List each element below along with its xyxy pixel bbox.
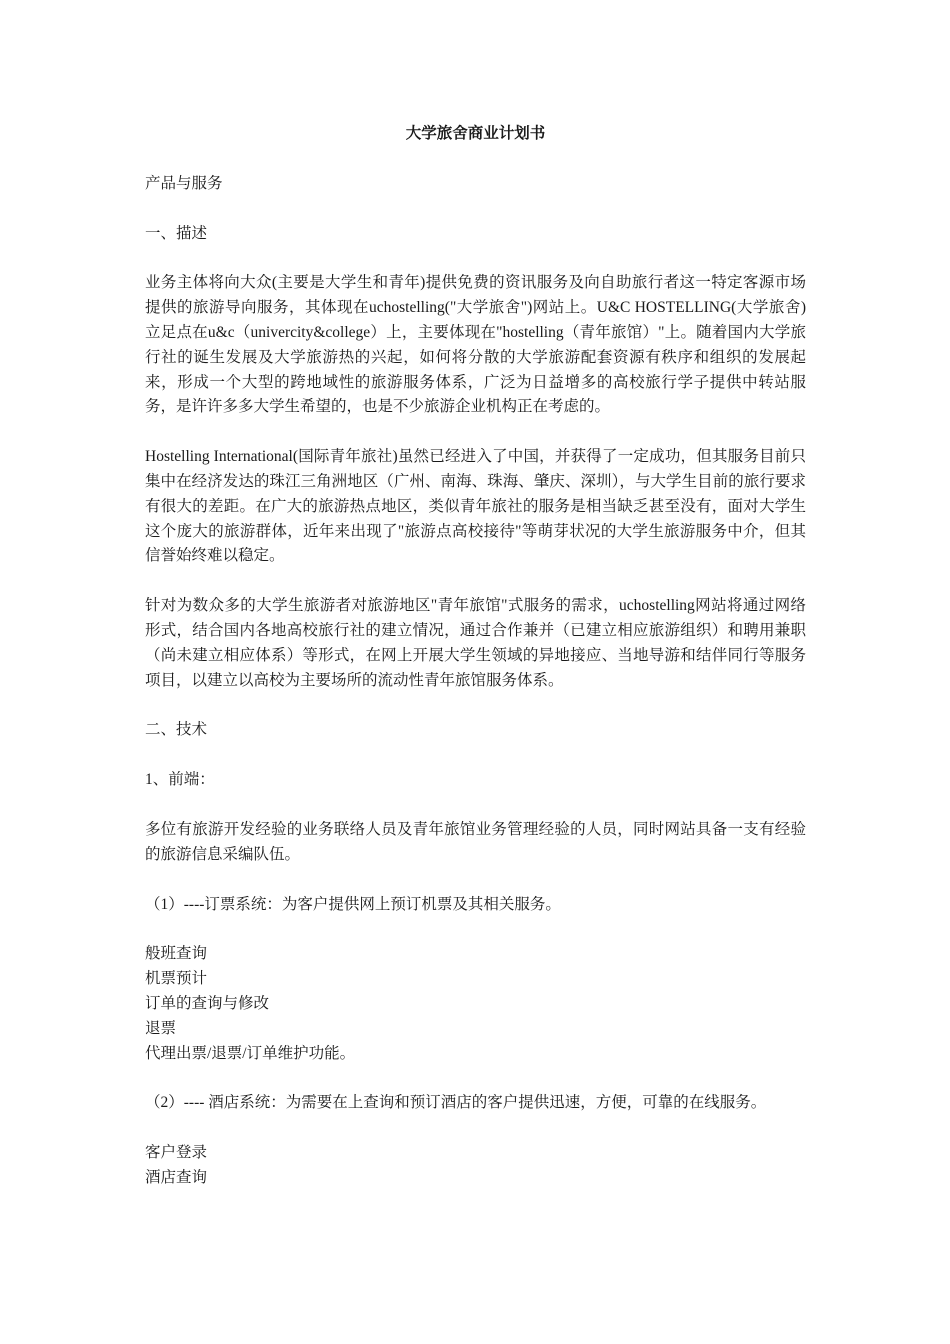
ticket-system-heading: （1）----订票系统：为客户提供网上预订机票及其相关服务。	[145, 895, 561, 913]
hotel-system-heading: （2）---- 酒店系统：为需要在上查询和预订酒店的客户提供迅速，方便，可靠的在线服务。	[145, 1094, 767, 1112]
ticket-system-list	[145, 942, 806, 1066]
list-item: 客户登录	[145, 1144, 208, 1162]
frontend-heading: 1、前端：	[145, 771, 215, 789]
technology-heading: 二、技术	[145, 721, 208, 739]
description-paragraph-1: 业务主体将向大众(主要是大学生和青年)提供免费的资讯服务及向自助旅行者这一特定客源市场提供的旅游导向服务，其体现在uchostelling("大学旅舍")网站上。U&C HOSTELLING(大学旅舍)立足点在u&c（univercity&college）上，主要体现在"hostelling（青年旅馆）"上。随着国内大学旅行社的诞生发展及大学旅游热的兴起，如何将分散的大学旅游配套资源有秩序和组织的发展起来，形成一个大型的跨地域性的旅游服务体系，广泛为日益增多的高校旅行学子提供中转站服务，是许许多多大学生希望的，也是不少旅游企业机构正在考虑的。	[145, 274, 806, 416]
section-products-heading: 产品与服务	[145, 174, 223, 192]
list-item: 般班查询	[145, 945, 208, 963]
document-body	[145, 122, 806, 1191]
list-item: 代理出票/退票/订单维护功能。	[145, 1044, 356, 1062]
description-heading: 一、描述	[145, 224, 208, 242]
description-paragraph-2: Hostelling International(国际青年旅社)虽然已经进入了中国，并获得了一定成功，但其服务目前只集中在经济发达的珠江三角洲地区（广州、南海、珠海、肇庆、深圳），与大学生目前的旅行要求有很大的差距。在广大的旅游热点地区，类似青年旅社的服务是相当缺乏甚至没有，面对大学生这个庞大的旅游群体，近年来出现了"旅游点高校接待"等萌芽状况的大学生旅游服务中介，但其信誉始终难以稳定。	[145, 448, 806, 565]
list-item: 酒店查询	[145, 1168, 208, 1186]
list-item: 退票	[145, 1019, 177, 1037]
list-item: 机票预计	[145, 970, 208, 988]
description-paragraph-3: 针对为数众多的大学生旅游者对旅游地区"青年旅馆"式服务的需求，uchostelling网站将通过网络形式，结合国内各地高校旅行社的建立情况，通过合作兼并（已建立相应旅游组织）和聘用兼职（尚未建立相应体系）等形式，在网上开展大学生领域的异地接应、当地导游和结伴同行等服务项目，以建立以高校为主要场所的流动性青年旅馆服务体系。	[145, 597, 806, 689]
list-item: 订单的查询与修改	[145, 994, 270, 1012]
frontend-paragraph: 多位有旅游开发经验的业务联络人员及青年旅馆业务管理经验的人员，同时网站具备一支有经验的旅游信息采编队伍。	[145, 820, 806, 863]
hotel-system-list	[145, 1141, 806, 1191]
document-title: 大学旅舍商业计划书	[405, 125, 546, 142]
